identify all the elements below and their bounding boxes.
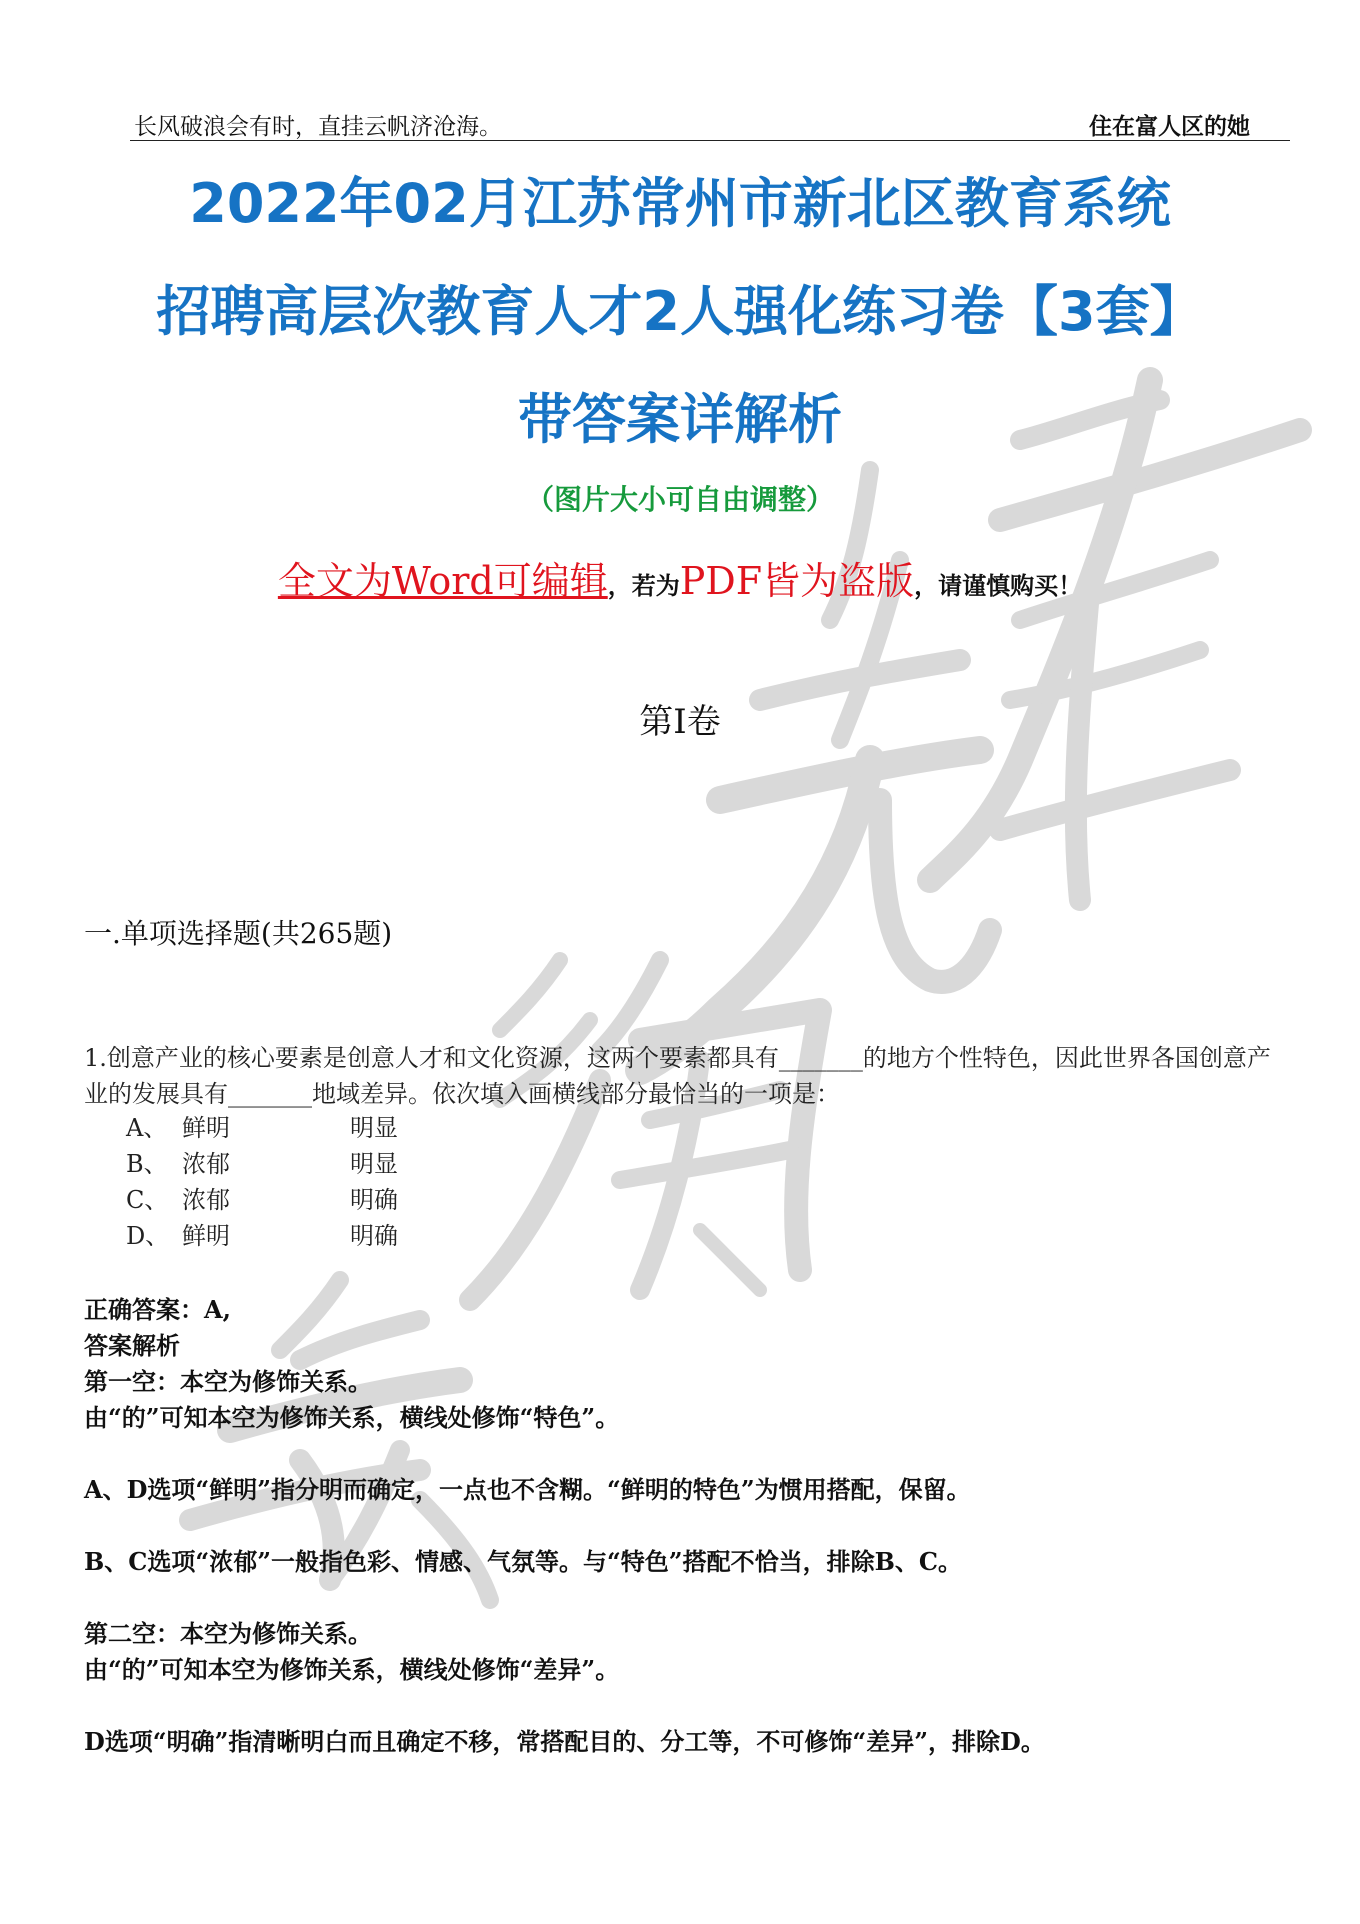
option-word-2: 明确 <box>350 1186 398 1214</box>
copyright-notice <box>0 550 1360 605</box>
option-letter: A、 <box>126 1114 168 1142</box>
notice-editable: 全文为Word可编辑 <box>277 559 608 603</box>
document-title <box>60 150 1300 474</box>
explanation-line: D选项“明确”指清晰明白而且确定不移，常搭配目的、分工等，不可修饰“差异”，排除D。 <box>84 1727 1045 1756</box>
option-word-1: 鲜明 <box>182 1114 230 1142</box>
option-word-1: 浓郁 <box>182 1186 230 1214</box>
option-a <box>126 1110 470 1146</box>
question-options <box>126 1110 470 1254</box>
explanation-line: 由“的”可知本空为修饰关系，横线处修饰“差异”。 <box>84 1655 620 1684</box>
title-line-1: 2022年02月江苏常州市新北区教育系统 <box>189 172 1171 235</box>
volume-heading: 第Ⅰ卷 <box>639 702 721 742</box>
question-text: 1.创意产业的核心要素是创意人才和文化资源，这两个要素都具有_______的地方个性特色，因此世界各国创意产业的发展具有_______地域差异。依次填入画横线部分最恰当的一项是： <box>84 1044 1271 1108</box>
option-word-2: 明显 <box>350 1150 398 1178</box>
subtitle-note: （图片大小可自由调整） <box>525 483 834 516</box>
option-letter: B、 <box>126 1150 168 1178</box>
title-line-2: 招聘高层次教育人才2人强化练习卷【3套】 <box>156 280 1204 343</box>
option-c <box>126 1182 470 1218</box>
answer-block <box>84 1292 1304 1760</box>
option-letter: C、 <box>126 1186 169 1214</box>
explanation-line: 第一空：本空为修饰关系。 <box>84 1367 372 1396</box>
option-word-2: 明确 <box>350 1222 398 1250</box>
notice-connector: ，若为 <box>607 571 680 600</box>
section-heading: 一.单项选择题(共265题) <box>84 917 393 950</box>
option-word-1: 鲜明 <box>182 1222 230 1250</box>
explanation-line: 第二空：本空为修饰关系。 <box>84 1619 372 1648</box>
title-line-3: 带答案详解析 <box>518 388 842 451</box>
option-d <box>126 1218 470 1254</box>
option-word-2: 明显 <box>350 1114 398 1142</box>
notice-warning: ，请谨慎购买！ <box>914 571 1083 600</box>
header-author: 住在富人区的她 <box>1089 113 1250 140</box>
explanation-line: A、D选项“鲜明”指分明而确定，一点也不含糊。“鲜明的特色”为惯用搭配，保留。 <box>84 1475 971 1504</box>
explanation-line: 由“的”可知本空为修饰关系，横线处修饰“特色”。 <box>84 1403 620 1432</box>
option-b <box>126 1146 470 1182</box>
explanation-line: B、C选项“浓郁”一般指色彩、情感、气氛等。与“特色”搭配不恰当，排除B、C。 <box>84 1547 962 1576</box>
option-word-1: 浓郁 <box>182 1150 230 1178</box>
correct-answer: 正确答案：A, <box>84 1295 231 1324</box>
notice-piracy: PDF皆为盗版 <box>679 559 915 603</box>
explanation-heading: 答案解析 <box>84 1331 180 1360</box>
option-letter: D、 <box>126 1222 170 1250</box>
page-header <box>130 106 1290 141</box>
header-motto: 长风破浪会有时，直挂云帆济沧海。 <box>134 114 502 140</box>
